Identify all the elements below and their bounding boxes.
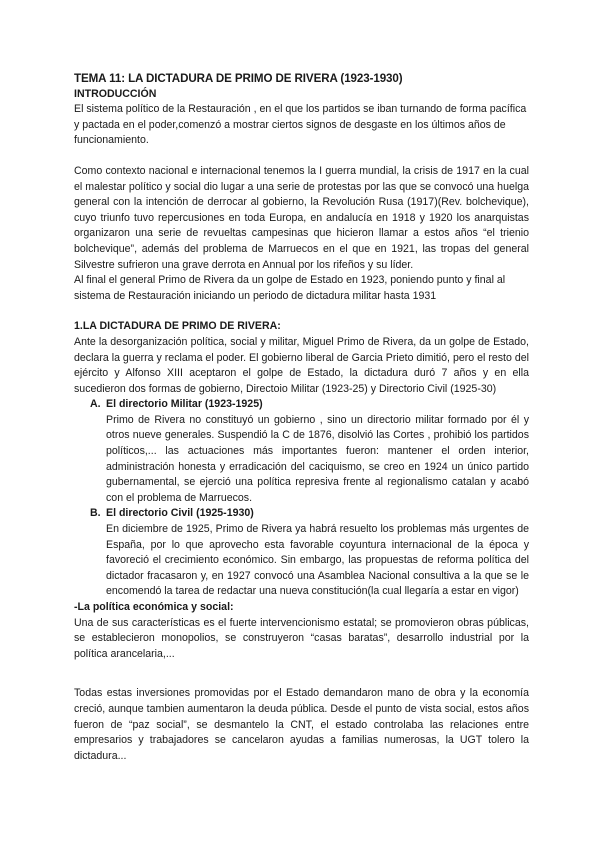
section-2-paragraph-1: Una de sus características es el fuerte intervencionismo estatal; se promovieron obras públicas, se establecieron monopolios, se construyeron “casas baratas”, desarrollo industrial por la política arancelaria,... [74,616,529,660]
intro-paragraph-1: El sistema político de la Restauración , en el que los partidos se iban turnando de forma pacífica y pactada en el poder,comenzó a mostrar ciertos signos de desgaste en los últimos años de funcionamiento. [74,103,527,147]
document-page [74,71,529,764]
list-item-b-label: B. [90,507,101,520]
list-item-b-header [90,506,529,522]
list-item-a-text: Primo de Rivera no constituyó un gobierno , sino un directorio militar formado por él y otros nueve generales. Suspendió la C de 1876, disolvió las Cortes , prohibió los partidos políticos,... las actuaciones más importantes fueron: mantener el orden interior, administración honesta y erradicación del caciquismo, se creo en 1924 un único partido gubernamental, se ejerció una política represiva frente al regionalismo catalan y acabó con el problema de Marruecos. [106,413,529,504]
list-item-a-label: A. [90,398,101,411]
spacer [74,662,529,686]
intro-heading: INTRODUCCIÓN [74,87,157,100]
list-item-a-header [90,397,529,413]
document-title: TEMA 11: LA DICTADURA DE PRIMO DE RIVERA (1923-1930) [74,72,403,85]
list-item-a-heading: El directorio Militar (1923-1925) [106,398,263,411]
section-2-heading: -La política económica y social: [74,601,234,613]
spacer [74,304,529,319]
intro-paragraph-2: Como contexto nacional e internacional tenemos la I guerra mundial, la crisis de 1917 en la cual el malestar político y social dio lugar a una serie de protestas por las que se convocó una huelga general con la intención de derrocar al gobierno, la Revolución Rusa (1917)(Rev. bolchevique), cuyo triunfo tuvo repercusiones en toda Europa, en andalucía en 1918 y 1920 los anarquistas organizaron una serie de revueltas campesinas que hicieron llamar a estos años “el trienio bolchevique”, además del problema de Marruecos en el que en 1921, las tropas del general Silvestre sufrieron una grave derrota en Annual por los rifeños y su líder. [74,164,529,271]
list-item-a [90,397,529,506]
section-1-heading: 1.LA DICTADURA DE PRIMO DE RIVERA: [74,320,281,333]
list-item-b-text: En diciembre de 1925, Primo de Rivera ya habrá resuelto los problemas más urgentes de España, por lo que aprovecho esta favorable coyuntura internacional de la época y favoreció el crecimiento económico. Sin embargo, las propuestas de reforma política del dictador fracasaron y, en 1927 convocó una Asamblea Nacional consultiva a la que se le encomendó la tarea de redactar una nueva constitución(la cual llegaría a estar en vigor) [106,523,529,598]
list-item-b [90,506,529,600]
list-item-b-heading: El directorio Civil (1925-1930) [106,507,254,520]
section-2-paragraph-2: Todas estas inversiones promovidas por el Estado demandaron mano de obra y la economía creció, aunque tambien aumentaron la deuda pública. Desde el punto de vista social, estos años fueron de “paz social”, se desmantelo la CNT, el estado controlaba las relaciones entre empresarios y trabajadores se cancelaron ayudas a familias numerosas, la UGT tolero la dictadura... [74,687,529,762]
spacer [74,149,529,164]
intro-paragraph-3: Al final el general Primo de Rivera da un golpe de Estado en 1923, poniendo punto y final al sistema de Restauración iniciando un periodo de dictadura militar hasta 1931 [74,274,506,302]
section-1-paragraph: Ante la desorganización política, social y militar, Miguel Primo de Rivera, da un golpe de Estado, declara la guerra y reclama el poder. El gobierno liberal de Garcia Prieto dimitió, pero el resto del ejército y Alfonso XIII aceptaron el golpe de Estado, la dictadura duró 7 años y en ella sucedieron dos formas de gobierno, Directoio Militar (1923-25) y Directorio Civil (1925-30) [74,335,529,395]
